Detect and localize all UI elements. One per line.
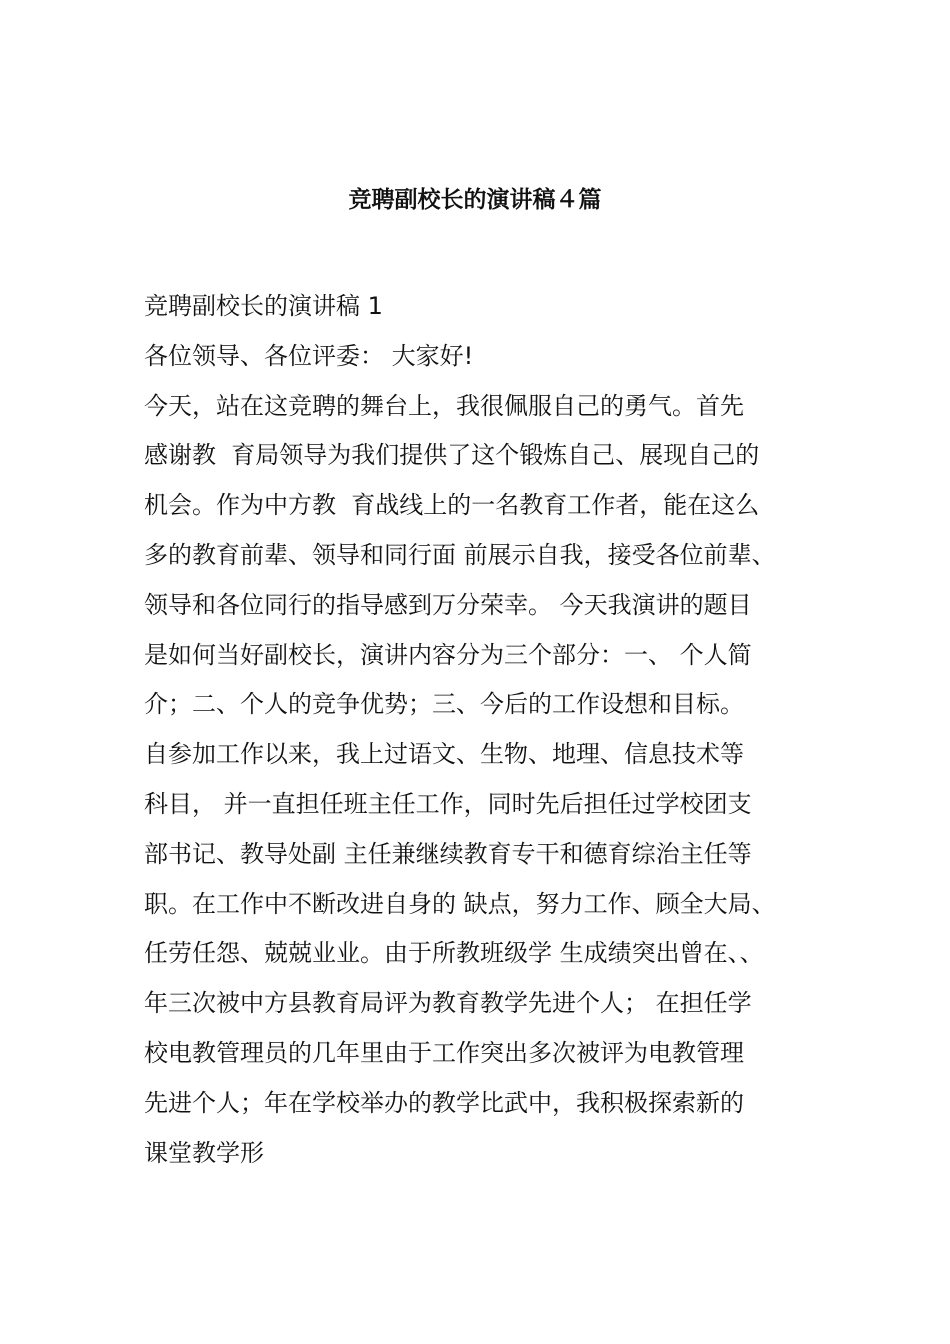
body-line: 校电教管理员的几年里由于工作突出多次被评为电教管理 [144,1038,744,1067]
document-body [144,282,824,1178]
body-line: 部书记、教导处副 主任兼继续教育专干和德育综治主任等 [144,839,752,868]
greeting-line: 各位领导、各位评委： 大家好! [144,341,474,370]
body-line: 课堂教学形 [144,1138,264,1167]
body-line: 职。在工作中不断改进自身的 缺点，努力工作、顾全大局、 [144,889,776,918]
body-line: 是如何当好副校长，演讲内容分为三个部分：一、 个人简 [144,640,752,669]
document-title: 竞聘副校长的演讲稿４篇 [348,187,602,213]
subtitle-line: 竞聘副校长的演讲稿 1 [144,292,383,320]
body-line: 任劳任怨、兢兢业业。由于所教班级学 生成绩突出曾在、、 [144,939,764,968]
body-line: 先进个人；年在学校举办的教学比武中，我积极探索新的 [144,1088,744,1117]
body-line: 介；二、个人的竞争优势；三、今后的工作设想和目标。 [144,690,744,719]
body-line: 领导和各位同行的指导感到万分荣幸。 今天我演讲的题目 [144,590,752,619]
body-line: 今天，站在这竞聘的舞台上，我很佩服自己的勇气。首先 [144,391,744,420]
body-line: 感谢教 育局领导为我们提供了这个锻炼自己、展现自己的 [144,441,760,470]
body-line: 科目， 并一直担任班主任工作，同时先后担任过学校团支 [144,789,752,818]
body-line: 机会。作为中方教 育战线上的一名教育工作者，能在这么 [144,491,760,520]
body-line: 多的教育前辈、领导和同行面 前展示自我，接受各位前辈、 [144,540,776,569]
body-line: 年三次被中方县教育局评为教育教学先进个人； 在担任学 [144,989,752,1018]
body-line: 自参加工作以来，我上过语文、生物、地理、信息技术等 [144,740,744,769]
